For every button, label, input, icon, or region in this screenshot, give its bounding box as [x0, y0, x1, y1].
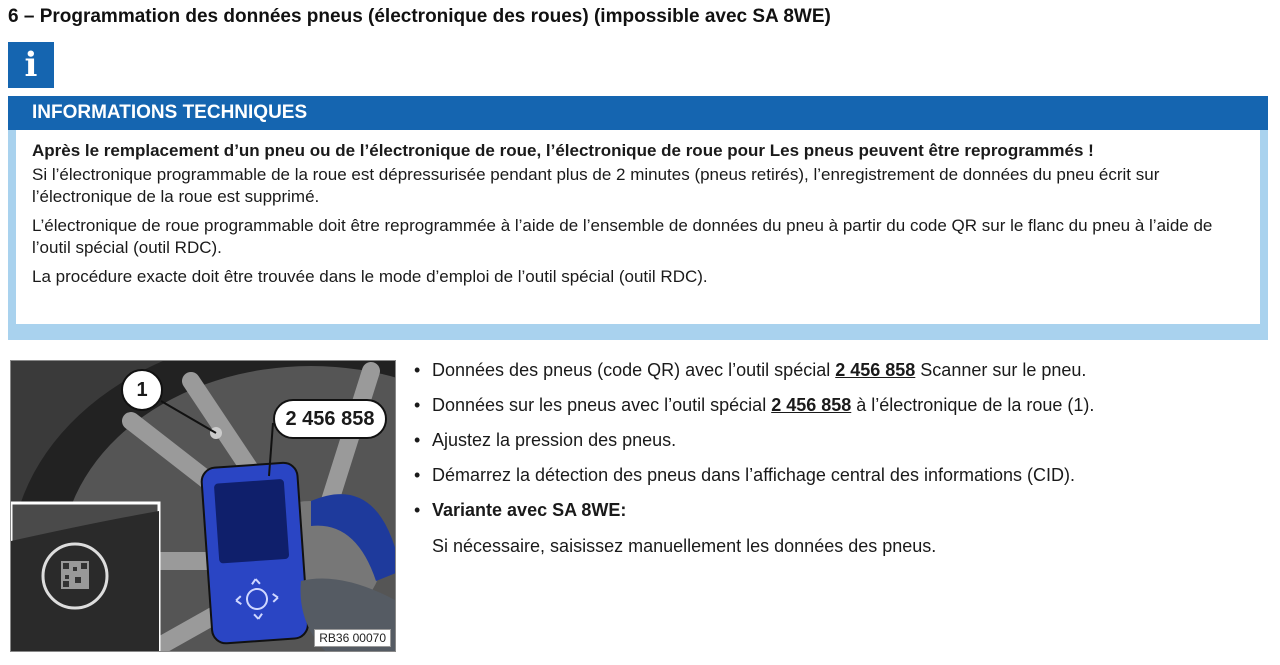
callout-special-tool: 2 456 858 [273, 399, 387, 439]
info-paragraph-2: L’électronique de roue programmable doit être reprogrammée à l’aide de l’ensemble de données du pneu à partir du code QR sur le flanc du pneu à l’aide de l’outil spécial (outil RDC). [32, 216, 1213, 257]
step-1-tool-ref: 2 456 858 [835, 360, 916, 380]
variant-note: Si nécessaire, saisissez manuellement les données des pneus. [432, 536, 937, 556]
step-1-text-b: Scanner sur le pneu. [915, 360, 1087, 380]
step-3 [412, 427, 1262, 453]
section-title: 6 – Programmation des données pneus (électronique des roues) (impossible avec SA 8WE) [8, 6, 831, 27]
step-1-text-a: Données des pneus (code QR) avec l’outil spécial [432, 360, 836, 380]
step-1 [412, 357, 1262, 383]
info-header: INFORMATIONS TECHNIQUES [8, 96, 1268, 130]
info-lead: Après le remplacement d’un pneu ou de l’électronique de roue, l’électronique de roue pour Les pneus peuvent être reprogrammés ! [32, 141, 1094, 160]
step-4-text: Démarrez la détection des pneus dans l’affichage central des informations (CID). [432, 465, 1075, 485]
step-5-variant: Variante avec SA 8WE: [432, 500, 627, 520]
info-icon [8, 42, 54, 88]
step-2 [412, 392, 1262, 418]
figure-label: RB36 00070 [314, 629, 391, 647]
step-5 [412, 497, 1262, 523]
step-4 [412, 462, 1262, 488]
info-content [16, 130, 1260, 324]
step-2-tool-ref: 2 456 858 [771, 395, 852, 415]
step-2-text-b: à l’électronique de la roue (1). [851, 395, 1095, 415]
step-3-text: Ajustez la pression des pneus. [432, 430, 677, 450]
procedure-steps [412, 357, 1262, 532]
step-2-text-a: Données sur les pneus avec l’outil spécial [432, 395, 772, 415]
info-icon-glyph: i [24, 45, 38, 85]
info-paragraph-1: Si l’électronique programmable de la roue est dépressurisée pendant plus de 2 minutes (pneus retirés), l’enregistrement de données du pneu écrit sur l’électronique de la roue est supprimé. [32, 165, 1160, 206]
callout-wheel-electronics: 1 [121, 369, 163, 411]
info-paragraph-3: La procédure exacte doit être trouvée dans le mode d’emploi de l’outil spécial (outil RDC). [32, 267, 708, 286]
technical-info-box [8, 96, 1268, 340]
tire-programming-photo [10, 360, 396, 652]
